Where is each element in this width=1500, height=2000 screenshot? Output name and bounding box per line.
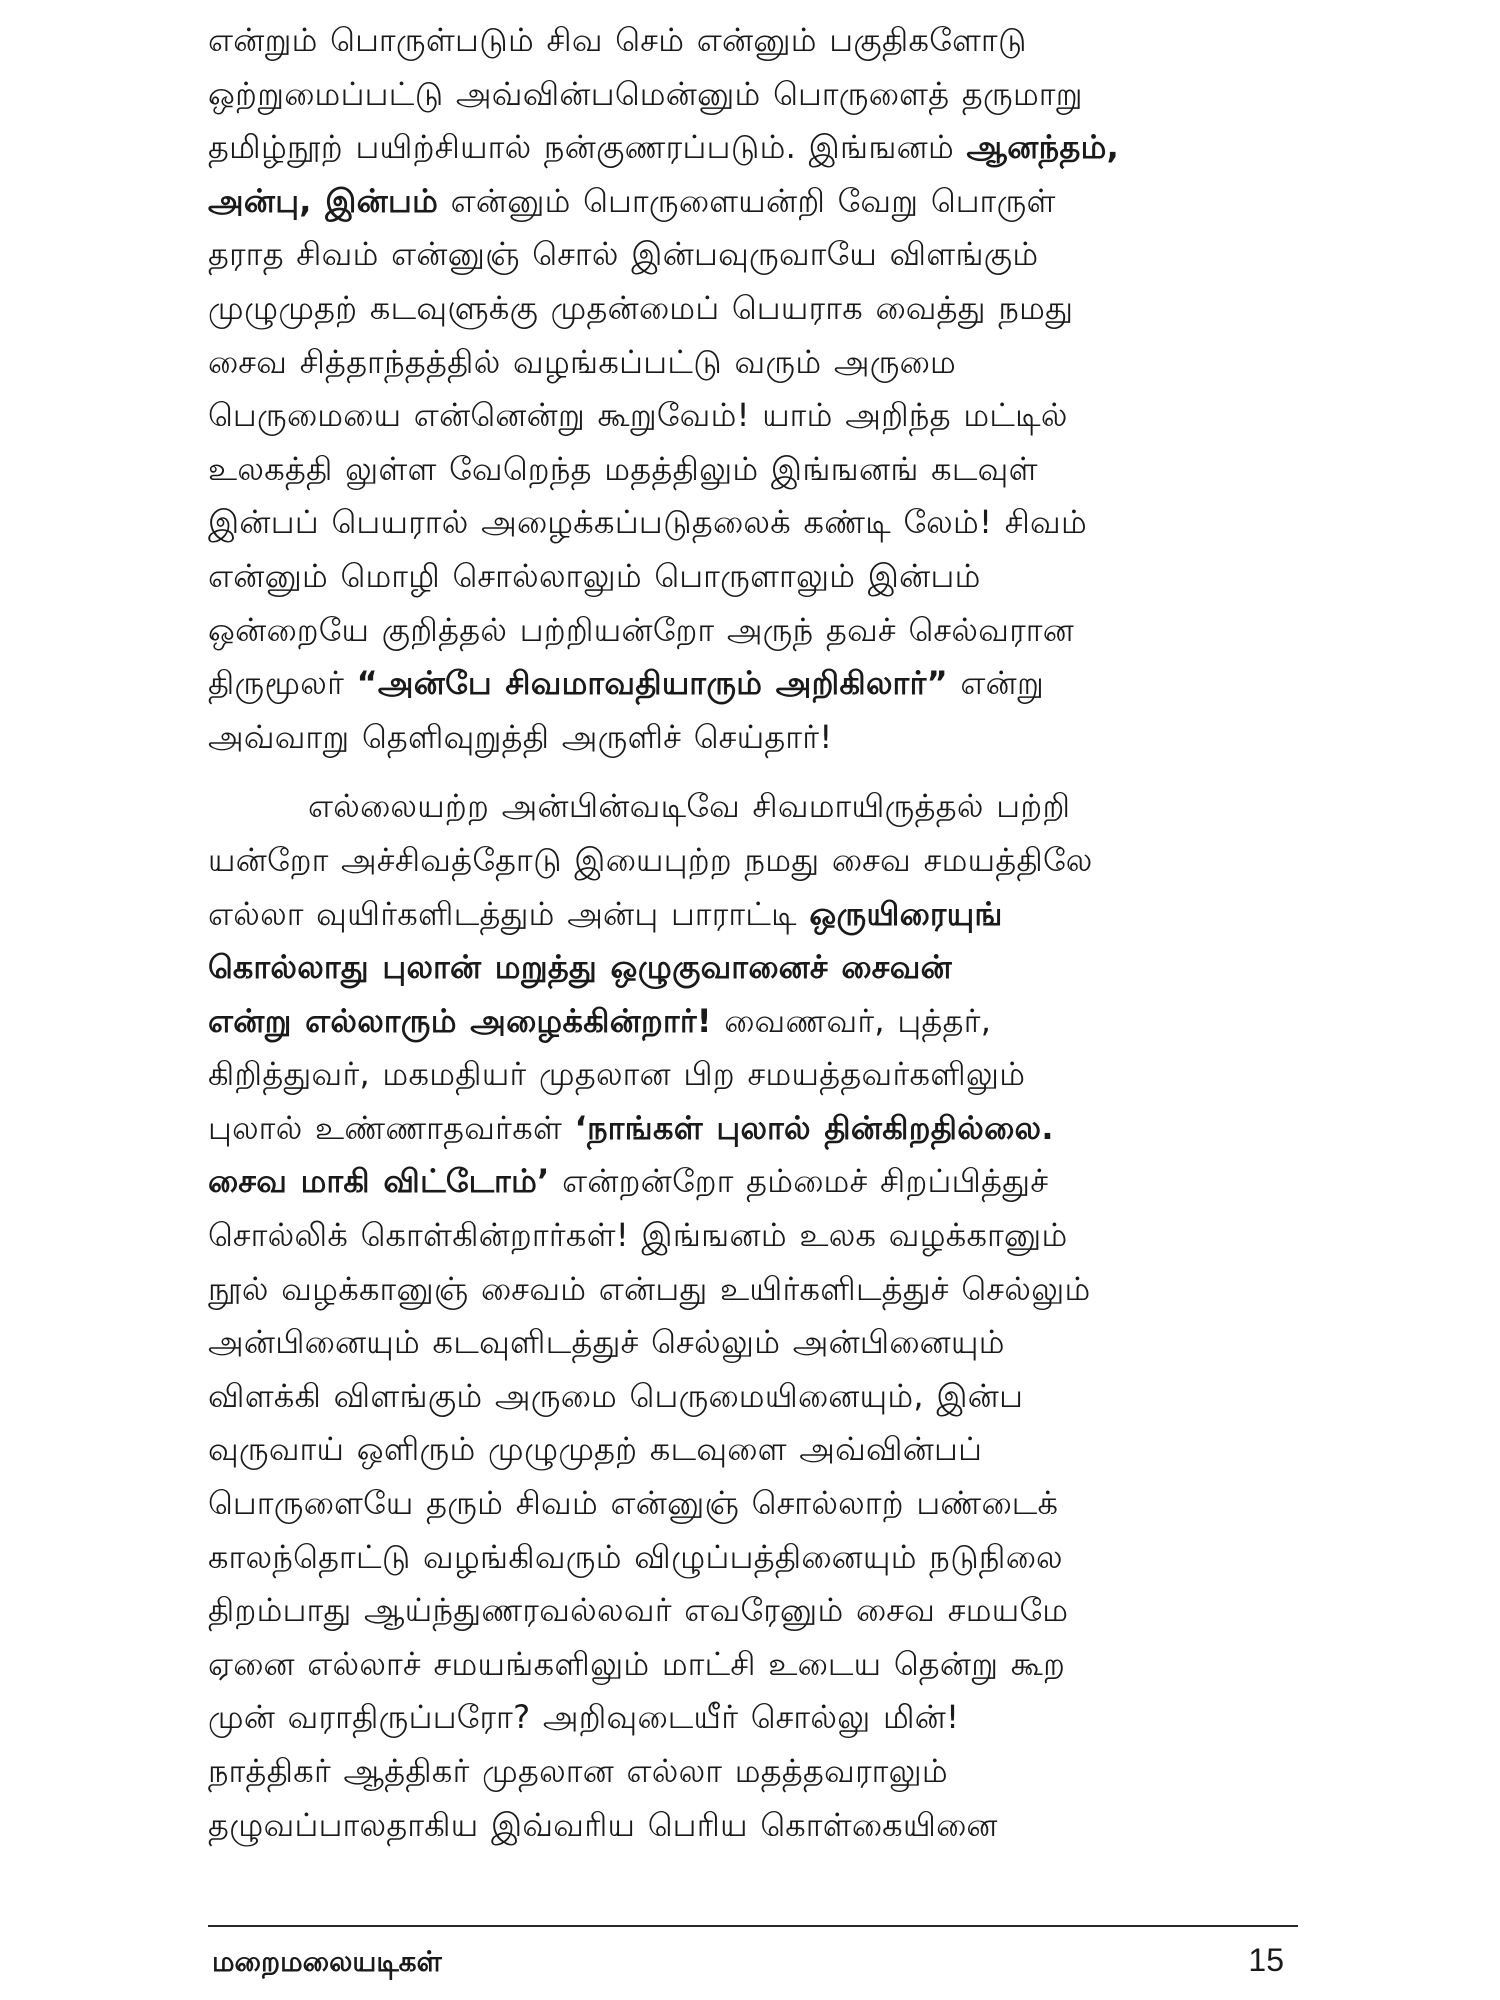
text-line: வுருவாய் ஒளிரும் முழுமுதற் கடவுளை அவ்வின்பப்	[208, 1430, 983, 1469]
text-line: சொல்லிக் கொள்கின்றார்கள்! இங்ஙனம் உலக வழக்கானும்	[208, 1216, 1068, 1255]
text-line: தராத சிவம் என்னுஞ் சொல் இன்பவுருவாயே விளங்கும்	[208, 235, 1039, 274]
text-line: அவ்வாறு தெளிவுறுத்தி அருளிச் செய்தார்!	[208, 717, 833, 756]
text-line: உலகத்தி லுள்ள வேறெந்த மதத்திலும் இங்ஙனங் கடவுள்	[208, 449, 1038, 488]
text-line: அன்பினையும் கடவுளிடத்துச் செல்லும் அன்பினையும்	[208, 1323, 1005, 1362]
bold-phrase: அன்பு, இன்பம்	[208, 181, 439, 220]
bold-phrase: ஆனந்தம்,	[966, 128, 1120, 167]
text-line: சைவ மாகி விட்டோம்’ என்றன்றோ தம்மைச் சிறப்பித்துச்	[208, 1162, 1049, 1201]
text-line: ஏனை எல்லாச் சமயங்களிலும் மாட்சி உடைய தென்று கூற	[208, 1644, 1066, 1683]
text-line: இன்பப் பெயரால் அழைக்கப்படுதலைக் கண்டி லேம்! சிவம்	[208, 503, 1088, 542]
footer-author-title: மறைமலையடிகள்	[212, 1945, 442, 1978]
text-line: தழுவப்பாலதாகிய இவ்வரிய பெரிய கொள்கையினை	[208, 1805, 998, 1844]
text-line: எல்லா வுயிர்களிடத்தும் அன்பு பாராட்டி ஒருயிரையுங்	[208, 894, 1003, 933]
text-line: எல்லையற்ற அன்பின்வடிவே சிவமாயிருத்தல் பற்றி	[308, 787, 1071, 826]
text-line: புலால் உண்ணாதவர்கள் ‘நாங்கள் புலால் தின்கிறதில்லை.	[208, 1108, 1054, 1147]
text-line: ஒன்றையே குறித்தல் பற்றியன்றோ அருந் தவச் செல்வரான	[208, 610, 1075, 649]
text-line: பொருளையே தரும் சிவம் என்னுஞ் சொல்லாற் பண்டைக்	[208, 1484, 1059, 1523]
text-line: காலந்தொட்டு வழங்கிவரும் விழுப்பத்தினையும் நடுநிலை	[208, 1537, 1063, 1576]
text-line: என்னும் மொழி சொல்லாலும் பொருளாலும் இன்பம்	[208, 556, 981, 595]
text-line: யன்றோ அச்சிவத்தோடு இயைபுற்ற நமது சைவ சமயத்திலே	[208, 840, 1093, 879]
text-line: என்று எல்லாரும் அழைக்கின்றார்! வைணவர், புத்தர்,	[208, 1001, 992, 1040]
footer-divider	[208, 1925, 1298, 1927]
bold-quote: சைவ மாகி விட்டோம்’	[208, 1162, 550, 1201]
text-line: தமிழ்நூற் பயிற்சியால் நன்குணரப்படும். இங்ஙனம் ஆனந்தம்,	[208, 128, 1120, 167]
text-line: திறம்பாது ஆய்ந்துணரவல்லவர் எவரேனும் சைவ சமயமே	[208, 1591, 1069, 1630]
bold-quote: ‘நாங்கள் புலால் தின்கிறதில்லை.	[574, 1108, 1054, 1147]
body-text	[208, 14, 1298, 1852]
bold-phrase: என்று எல்லாரும் அழைக்கின்றார்!	[208, 1001, 712, 1040]
text-line: என்றும் பொருள்படும் சிவ செம் என்னும் பகுதிகளோடு	[208, 21, 1027, 59]
text-line: ஒற்றுமைப்பட்டு அவ்வின்பமென்னும் பொருளைத் தருமாறு	[208, 74, 1083, 113]
text-line: திருமூலர் “அன்பே சிவமாவதியாரும் அறிகிலார்” என்று	[208, 664, 1045, 703]
text-line: கொல்லாது புலான் மறுத்து ஒழுகுவானைச் சைவன்	[208, 948, 952, 987]
text-line: பெருமையை என்னென்று கூறுவேம்! யாம் அறிந்த மட்டில்	[208, 396, 1068, 435]
bold-phrase: ஒருயிரையுங்	[809, 894, 1003, 933]
text-line: முன் வராதிருப்பரோ? அறிவுடையீர் சொல்லு மின்!	[208, 1698, 960, 1737]
text-line: விளக்கி விளங்கும் அருமை பெருமையினையும், இன்ப	[208, 1376, 1024, 1415]
text-line: அன்பு, இன்பம் என்னும் பொருளையன்றி வேறு பொருள்	[208, 181, 1056, 220]
paragraph-1	[208, 14, 1298, 764]
text-line: கிறித்துவர், மகமதியர் முதலான பிற சமயத்தவர்களிலும்	[208, 1055, 1026, 1094]
text-line: முழுமுதற் கடவுளுக்கு முதன்மைப் பெயராக வைத்து நமது	[208, 288, 1074, 327]
bold-quote: “அன்பே சிவமாவதியாரும் அறிகிலார்”	[356, 664, 948, 703]
text-line: சைவ சித்தாந்தத்தில் வழங்கப்பட்டு வரும் அருமை	[208, 342, 956, 381]
paragraph-2	[208, 780, 1298, 1852]
text-line: நூல் வழக்கானுஞ் சைவம் என்பது உயிர்களிடத்துச் செல்லும்	[208, 1269, 1091, 1308]
text-line: நாத்திகர் ஆத்திகர் முதலான எல்லா மதத்தவராலும்	[208, 1752, 948, 1790]
page-number: 15	[1248, 1942, 1284, 1978]
